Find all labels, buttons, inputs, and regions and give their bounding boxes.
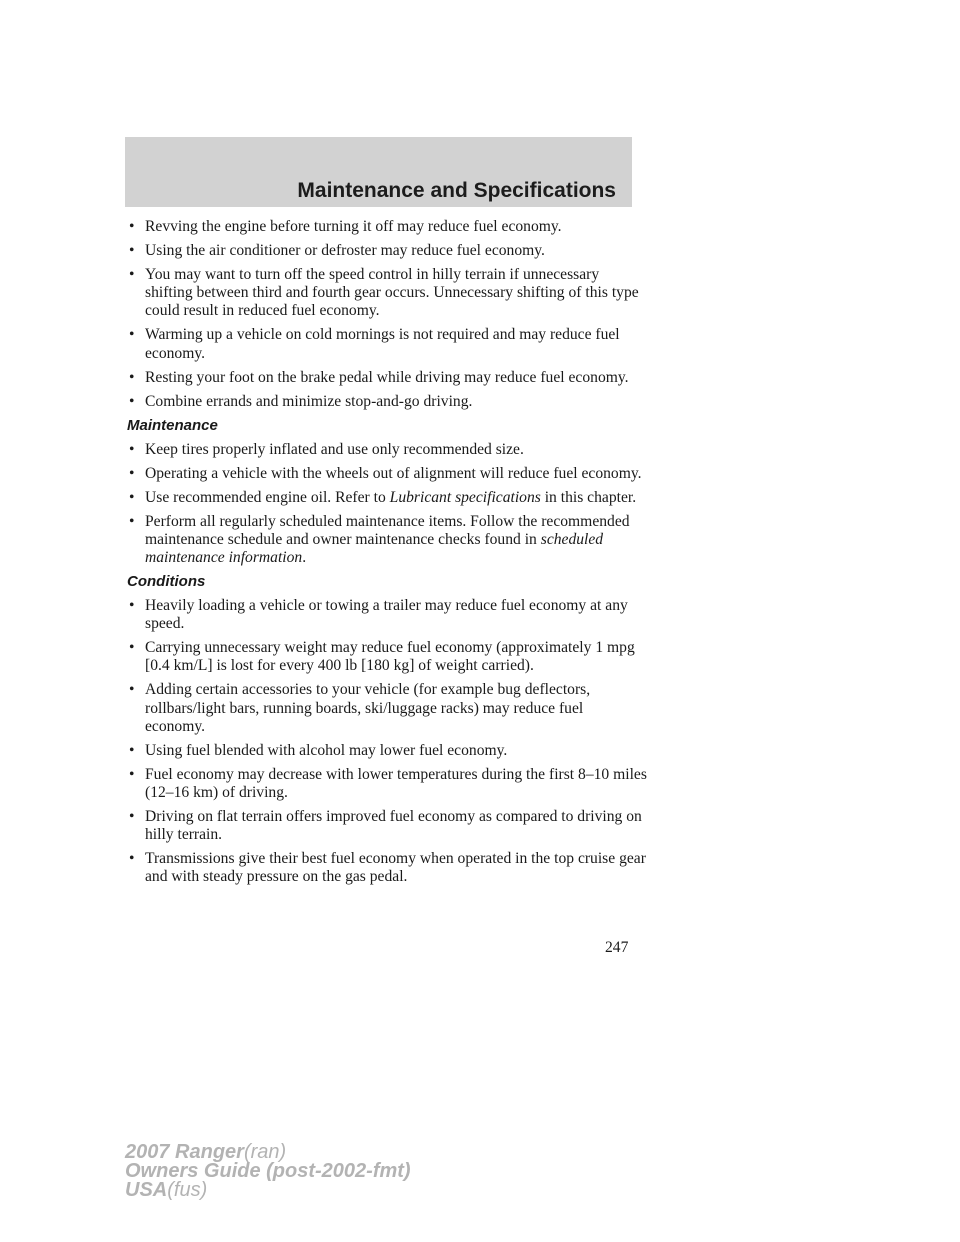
- section-title: Maintenance and Specifications: [297, 179, 616, 202]
- page-content: [127, 218, 647, 892]
- list-item: • Using fuel blended with alcohol may lower fuel economy.: [127, 742, 647, 760]
- footer-market-code: (fus): [167, 1179, 208, 1201]
- conditions-heading: Conditions: [127, 573, 206, 591]
- maintenance-bullet-list: [127, 441, 647, 568]
- schedule-text-post: .: [302, 549, 307, 567]
- page-number: 247: [605, 939, 629, 956]
- list-item: • Using the air conditioner or defroster may reduce fuel economy.: [127, 242, 647, 260]
- schedule-text-pre: Perform all regularly scheduled maintenance items. Follow the recommended maintenance schedule and owner maintenance checks found in: [145, 512, 630, 548]
- list-item: • Revving the engine before turning it off may reduce fuel economy.: [127, 218, 647, 236]
- conditions-bullet-list: [127, 597, 647, 887]
- footer-guide: Owners Guide (post-2002-fmt): [125, 1160, 411, 1182]
- list-item: • Carrying unnecessary weight may reduce fuel economy (approximately 1 mpg [0.4 km/L] is lost for every 400 lb [180 kg] of weight carried).: [127, 639, 647, 675]
- list-item: • Fuel economy may decrease with lower temperatures during the first 8–10 miles (12–16 km) of driving.: [127, 766, 647, 802]
- list-item: [127, 489, 647, 507]
- lubricant-specifications-reference: Lubricant specifications: [389, 488, 541, 506]
- list-item: • Adding certain accessories to your vehicle (for example bug deflectors, rollbars/light bars, running boards, ski/luggage racks) may reduce fuel economy.: [127, 681, 647, 736]
- scheduled-maintenance-reference: scheduled maintenance information: [145, 530, 604, 567]
- oil-text-post: in this chapter.: [540, 488, 637, 506]
- list-item: • Operating a vehicle with the wheels out of alignment will reduce fuel economy.: [127, 465, 647, 483]
- list-item: • You may want to turn off the speed control in hilly terrain if unnecessary shifting between third and fourth gear occurs. Unnecessary shifting of this type could result in reduced fuel economy.: [127, 266, 647, 321]
- list-item: • Warming up a vehicle on cold mornings is not required and may reduce fuel economy.: [127, 326, 647, 362]
- maintenance-heading: Maintenance: [127, 416, 218, 434]
- list-item: [127, 513, 647, 568]
- list-item: • Combine errands and minimize stop-and-go driving.: [127, 393, 647, 411]
- list-item: • Transmissions give their best fuel economy when operated in the top cruise gear and with steady pressure on the gas pedal.: [127, 850, 647, 886]
- list-item: • Driving on flat terrain offers improved fuel economy as compared to driving on hilly terrain.: [127, 808, 647, 844]
- footer-model: 2007 Ranger: [125, 1141, 244, 1163]
- list-item: • Resting your foot on the brake pedal while driving may reduce fuel economy.: [127, 369, 647, 387]
- footer-line-market: [125, 1181, 411, 1200]
- footer-market: USA: [125, 1179, 168, 1201]
- list-item: • Keep tires properly inflated and use only recommended size.: [127, 441, 647, 459]
- intro-bullet-list: [127, 218, 647, 411]
- document-footer: [125, 1143, 411, 1200]
- section-header-band: [125, 137, 632, 207]
- footer-model-code: (ran): [243, 1141, 287, 1163]
- list-item: • Heavily loading a vehicle or towing a trailer may reduce fuel economy at any speed.: [127, 597, 647, 633]
- oil-text-pre: Use recommended engine oil. Refer to: [145, 488, 390, 506]
